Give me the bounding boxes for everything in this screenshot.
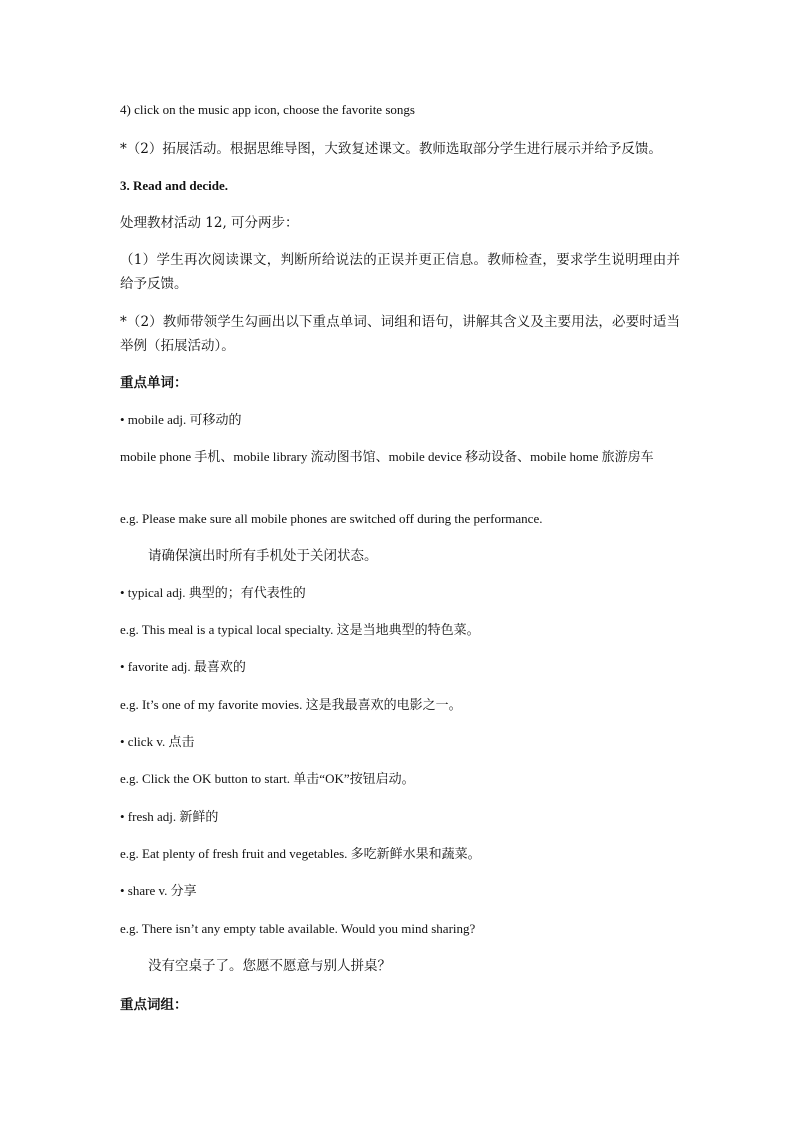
vocab-item-click: • click v. 点击 bbox=[120, 734, 195, 749]
step-4-text: 4) click on the music app icon, choose the favorite songs bbox=[120, 102, 415, 117]
vocab-item-typical: • typical adj. 典型的；有代表性的 bbox=[120, 585, 306, 600]
example-share-en: e.g. There isn’t any empty table available. Would you mind sharing? bbox=[120, 921, 476, 936]
extension-activity-retell: *（2）拓展活动。根据思维导图，大致复述课文。教师选取部分学生进行展示并给予反馈。 bbox=[120, 141, 662, 157]
example-fresh: e.g. Eat plenty of fresh fruit and vegetables. 多吃新鲜水果和蔬菜。 bbox=[120, 846, 481, 861]
example-typical: e.g. This meal is a typical local specialty. 这是当地典型的特色菜。 bbox=[120, 622, 480, 637]
example-mobile-zh: 请确保演出时所有手机处于关闭状态。 bbox=[148, 548, 378, 564]
activity-12-intro: 处理教材活动 12, 可分两步： bbox=[120, 215, 299, 231]
example-click: e.g. Click the OK button to start. 单击“OK”按钮启动。 bbox=[120, 771, 415, 786]
key-words-heading: 重点单词： bbox=[120, 375, 188, 391]
section-heading-read-and-decide: 3. Read and decide. bbox=[120, 178, 228, 193]
step-1-true-false: （1）学生再次阅读课文，判断所给说法的正误并更正信息。教师检查，要求学生说明理由并给予反馈。 bbox=[120, 252, 680, 292]
vocab-item-fresh: • fresh adj. 新鲜的 bbox=[120, 809, 219, 824]
mobile-phrases: mobile phone 手机、mobile library 流动图书馆、mobile device 移动设备、mobile home 旅游房车 bbox=[120, 449, 654, 464]
example-share-zh: 没有空桌子了。您愿不愿意与别人拼桌？ bbox=[148, 958, 391, 974]
step-2-key-points: *（2）教师带领学生勾画出以下重点单词、词组和语句，讲解其含义及主要用法，必要时适当举例（拓展活动）。 bbox=[120, 314, 680, 354]
key-phrases-heading: 重点词组： bbox=[120, 997, 188, 1013]
vocab-item-favorite: • favorite adj. 最喜欢的 bbox=[120, 659, 246, 674]
example-mobile-en: e.g. Please make sure all mobile phones are switched off during the performance. bbox=[120, 511, 543, 526]
example-favorite: e.g. It’s one of my favorite movies. 这是我最喜欢的电影之一。 bbox=[120, 697, 462, 712]
vocab-item-mobile: • mobile adj. 可移动的 bbox=[120, 412, 242, 427]
vocab-item-share: • share v. 分享 bbox=[120, 883, 197, 898]
